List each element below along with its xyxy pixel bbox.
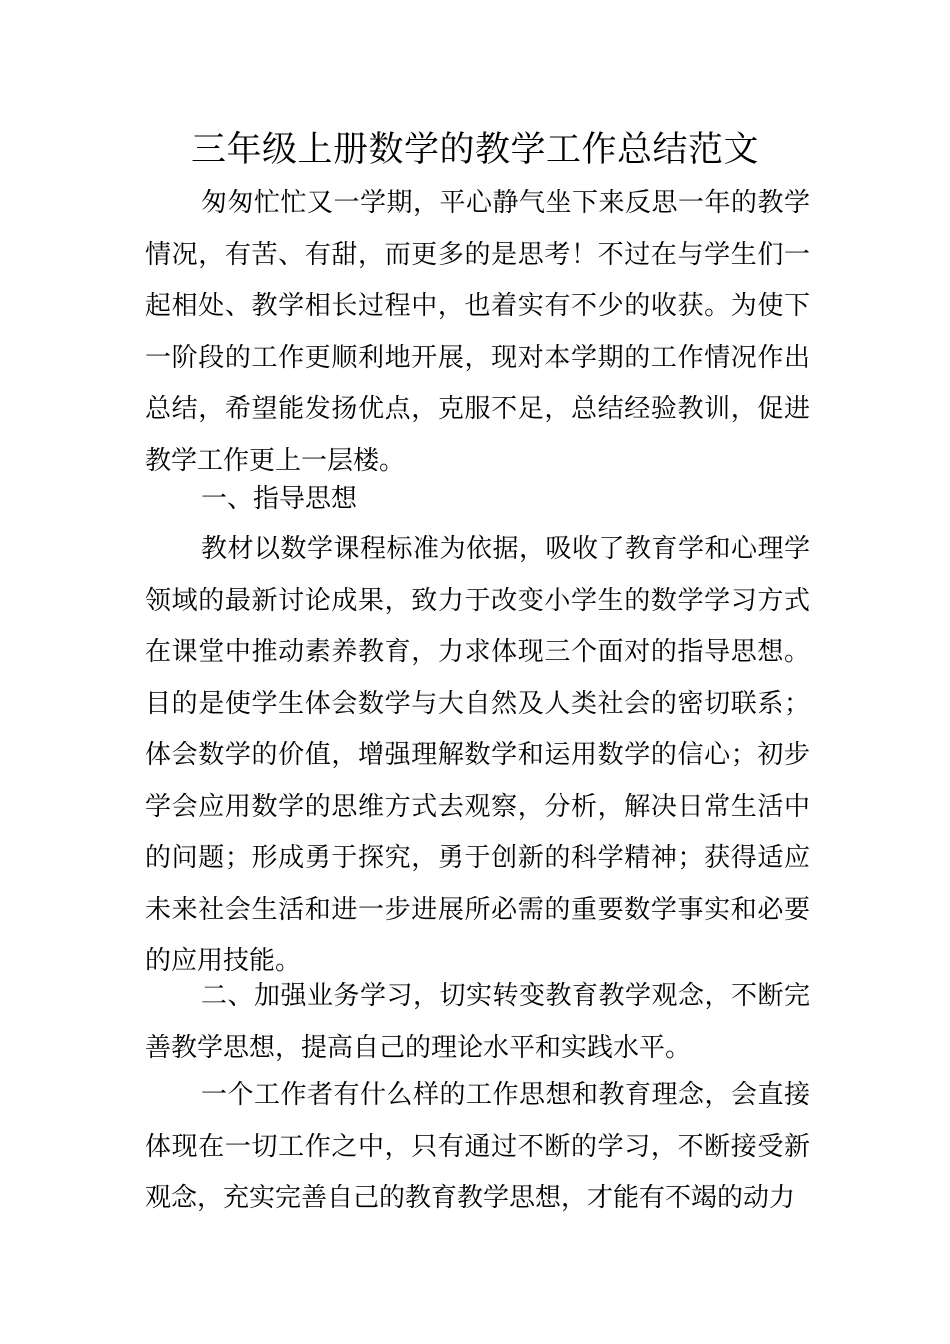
document-title: 三年级上册数学的教学工作总结范文 bbox=[190, 130, 759, 170]
paragraph-intro: 匆匆忙忙又一学期，平心静气坐下来反思一年的教学情况，有苦、有甜，而更多的是思考！不过在与学生们一起相处、教学相长过程中，也着实有不少的收获。为使下一阶段的工作更顺利地开展，现对本学期的工作情况作出总结，希望能发扬优点，克服不足，总结经验教训，促进教学工作更上一层楼。 bbox=[145, 188, 810, 476]
paragraph-study: 一个工作者有什么样的工作思想和教育理念，会直接体现在一切工作之中，只有通过不断的学习，不断接受新观念，充实完善自己的教育教学思想，才能有不竭的动力 bbox=[145, 1080, 810, 1213]
section-heading-guiding-thought: 一、指导思想 bbox=[201, 484, 358, 514]
paragraph-guiding-thought: 教材以数学课程标准为依据，吸收了教育学和心理学领域的最新讨论成果，致力于改变小学生的数学学习方式在课堂中推动素养教育，力求体现三个面对的指导思想。目的是使学生体会数学与大自然及人类社会的密切联系；体会数学的价值，增强理解数学和运用数学的信心；初步学会应用数学的思维方式去观察，分析，解决日常生活中的问题；形成勇于探究，勇于创新的科学精神；获得适应未来社会生活和进一步进展所必需的重要数学事实和必要的应用技能。 bbox=[145, 534, 810, 976]
section-heading-study: 二、加强业务学习，切实转变教育教学观念，不断完善教学思想，提高自己的理论水平和实践水平。 bbox=[145, 981, 810, 1063]
